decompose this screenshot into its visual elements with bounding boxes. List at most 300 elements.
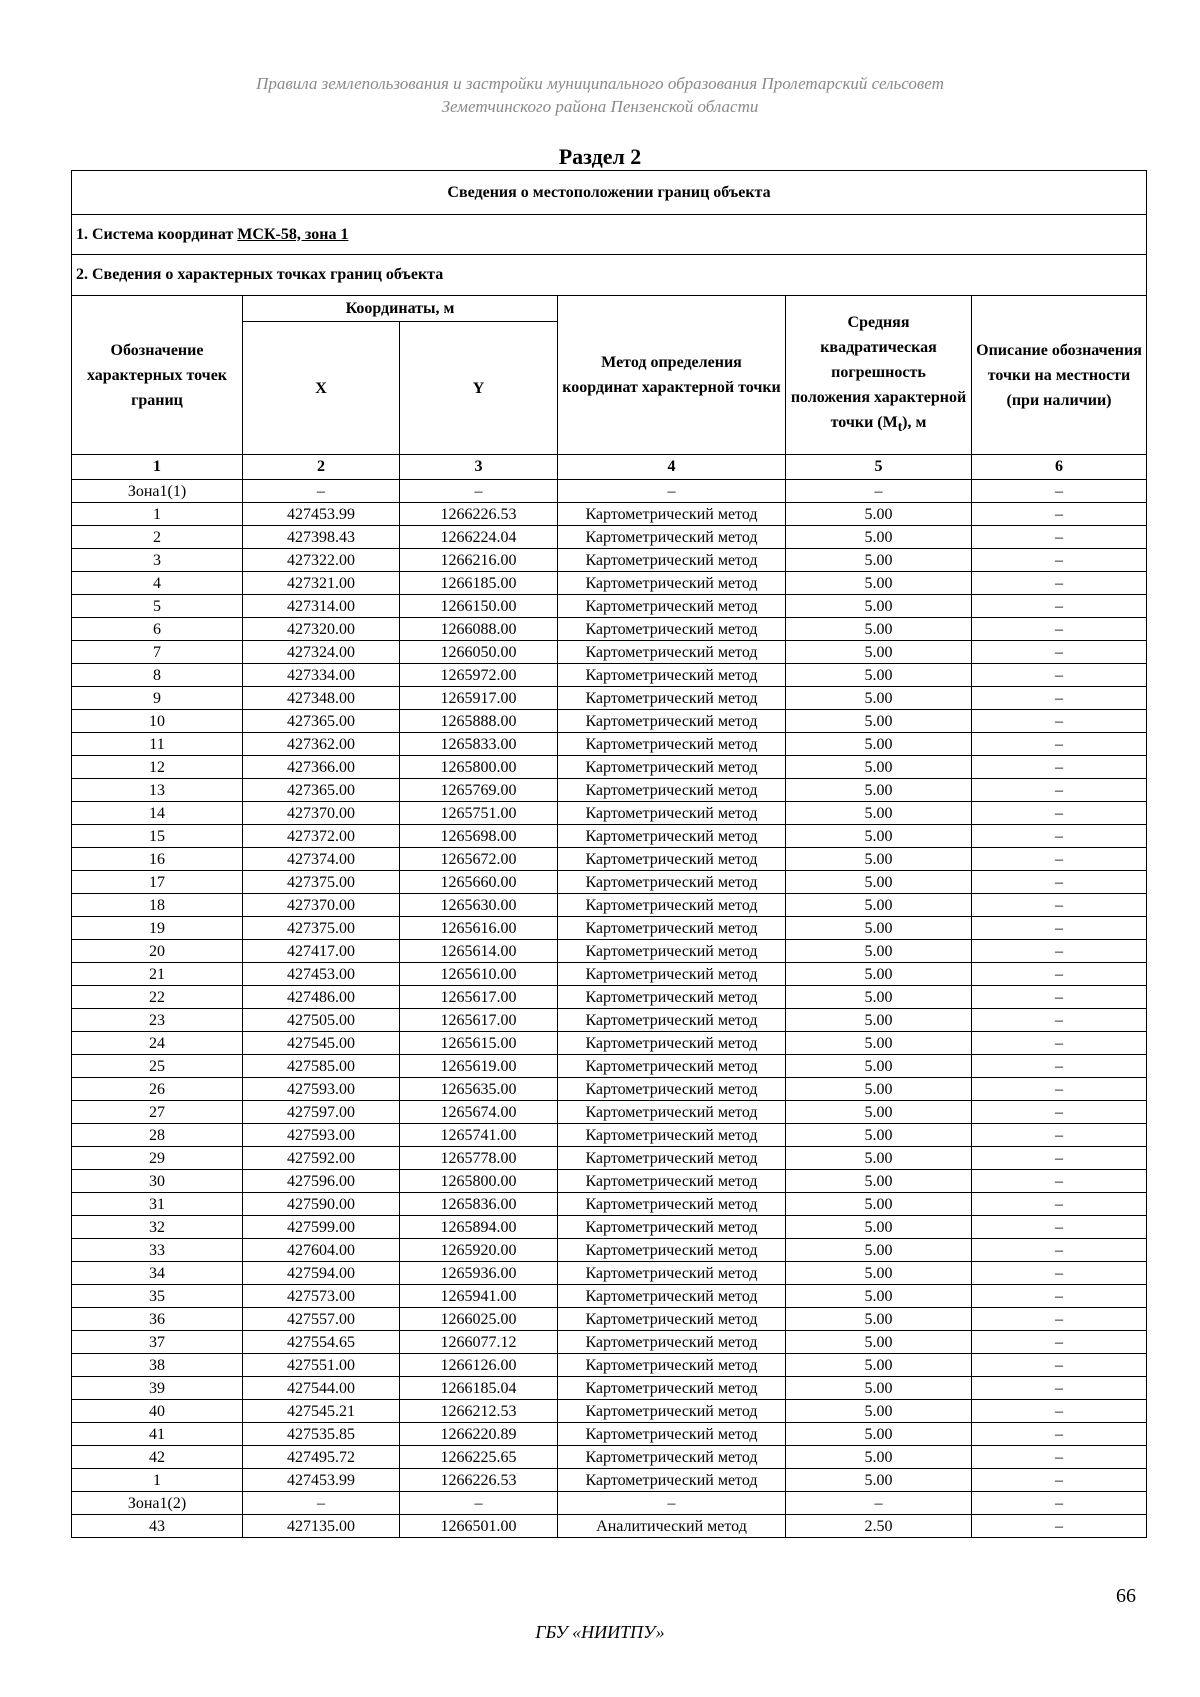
x-coordinate: 427554.65	[243, 1331, 400, 1354]
x-coordinate: –	[243, 1492, 400, 1515]
col-number: 4	[558, 455, 786, 480]
x-coordinate: 427545.21	[243, 1400, 400, 1423]
point-designation: 35	[72, 1285, 243, 1308]
y-coordinate: 1265616.00	[400, 917, 558, 940]
x-coordinate: 427596.00	[243, 1170, 400, 1193]
description-cell: –	[972, 894, 1147, 917]
point-designation: 11	[72, 733, 243, 756]
description-cell: –	[972, 503, 1147, 526]
method-cell: Картометрический метод	[558, 664, 786, 687]
description-cell: –	[972, 664, 1147, 687]
table-row	[72, 687, 1147, 710]
description-cell: –	[972, 756, 1147, 779]
error-cell: 5.00	[786, 1032, 972, 1055]
table-title: Сведения о местоположении границ объекта	[72, 171, 1147, 215]
method-cell: Картометрический метод	[558, 1055, 786, 1078]
method-cell: –	[558, 1492, 786, 1515]
point-designation: 24	[72, 1032, 243, 1055]
x-coordinate: 427398.43	[243, 526, 400, 549]
point-designation: 14	[72, 802, 243, 825]
method-cell: Картометрический метод	[558, 1423, 786, 1446]
table-row	[72, 503, 1147, 526]
col-number: 6	[972, 455, 1147, 480]
y-coordinate: 1265672.00	[400, 848, 558, 871]
y-coordinate: 1266224.04	[400, 526, 558, 549]
x-coordinate: 427365.00	[243, 710, 400, 733]
col-header-description: Описание обозначения точки на местности (при наличии)	[972, 296, 1147, 455]
x-coordinate: 427362.00	[243, 733, 400, 756]
description-cell: –	[972, 1216, 1147, 1239]
description-cell: –	[972, 687, 1147, 710]
x-coordinate: 427375.00	[243, 871, 400, 894]
method-cell: Картометрический метод	[558, 1331, 786, 1354]
error-cell: 5.00	[786, 526, 972, 549]
table-row	[72, 1377, 1147, 1400]
method-cell: Картометрический метод	[558, 1239, 786, 1262]
y-coordinate: 1265941.00	[400, 1285, 558, 1308]
error-cell: 5.00	[786, 917, 972, 940]
coord-system-value: МСК-58, зона 1	[237, 225, 349, 243]
table-row	[72, 1124, 1147, 1147]
x-coordinate: 427505.00	[243, 1009, 400, 1032]
y-coordinate: 1265836.00	[400, 1193, 558, 1216]
x-coordinate: 427375.00	[243, 917, 400, 940]
method-cell: Картометрический метод	[558, 710, 786, 733]
method-cell: Картометрический метод	[558, 1124, 786, 1147]
error-label-main: Средняя квадратическая погрешность положения характерной точки (M	[790, 314, 967, 432]
error-cell: 5.00	[786, 1170, 972, 1193]
error-cell: 5.00	[786, 1308, 972, 1331]
table-row	[72, 1262, 1147, 1285]
error-cell: 5.00	[786, 1078, 972, 1101]
col-number: 2	[243, 455, 400, 480]
method-cell: Картометрический метод	[558, 1032, 786, 1055]
method-cell: Картометрический метод	[558, 641, 786, 664]
table-row	[72, 572, 1147, 595]
table-row	[72, 1216, 1147, 1239]
table-row	[72, 480, 1147, 503]
table-row	[72, 1032, 1147, 1055]
point-designation: 36	[72, 1308, 243, 1331]
x-coordinate: 427573.00	[243, 1285, 400, 1308]
point-designation: 23	[72, 1009, 243, 1032]
y-coordinate: 1265619.00	[400, 1055, 558, 1078]
error-cell: 5.00	[786, 1009, 972, 1032]
description-cell: –	[972, 1377, 1147, 1400]
y-coordinate: 1265698.00	[400, 825, 558, 848]
method-cell: Картометрический метод	[558, 595, 786, 618]
x-coordinate: 427324.00	[243, 641, 400, 664]
y-coordinate: 1265778.00	[400, 1147, 558, 1170]
error-cell: 5.00	[786, 1423, 972, 1446]
point-designation: 20	[72, 940, 243, 963]
header-line-1: Правила землепользования и застройки муниципального образования Пролетарский сельсовет	[256, 74, 944, 93]
x-coordinate: 427535.85	[243, 1423, 400, 1446]
y-coordinate: 1266077.12	[400, 1331, 558, 1354]
error-cell: 5.00	[786, 1101, 972, 1124]
y-coordinate: 1265888.00	[400, 710, 558, 733]
table-row	[72, 1101, 1147, 1124]
point-designation: 4	[72, 572, 243, 595]
table-body	[72, 480, 1147, 1538]
y-coordinate: 1265833.00	[400, 733, 558, 756]
y-coordinate: 1265769.00	[400, 779, 558, 802]
y-coordinate: 1266050.00	[400, 641, 558, 664]
method-cell: Картометрический метод	[558, 756, 786, 779]
x-coordinate: 427372.00	[243, 825, 400, 848]
table-row	[72, 595, 1147, 618]
method-cell: Картометрический метод	[558, 986, 786, 1009]
point-designation: 18	[72, 894, 243, 917]
error-cell: 5.00	[786, 1446, 972, 1469]
point-designation: 28	[72, 1124, 243, 1147]
y-coordinate: 1265751.00	[400, 802, 558, 825]
page-number: 66	[1116, 1585, 1136, 1607]
point-designation: 25	[72, 1055, 243, 1078]
point-designation: 39	[72, 1377, 243, 1400]
error-cell: 5.00	[786, 1377, 972, 1400]
point-designation: 30	[72, 1170, 243, 1193]
coordinates-table	[71, 170, 1147, 1538]
point-designation: 27	[72, 1101, 243, 1124]
x-coordinate: 427453.99	[243, 503, 400, 526]
error-cell: 5.00	[786, 1285, 972, 1308]
point-designation: 42	[72, 1446, 243, 1469]
table-row	[72, 1193, 1147, 1216]
table-row	[72, 1239, 1147, 1262]
description-cell: –	[972, 1239, 1147, 1262]
error-cell: –	[786, 480, 972, 503]
table-row	[72, 894, 1147, 917]
method-cell: Картометрический метод	[558, 894, 786, 917]
y-coordinate: 1265610.00	[400, 963, 558, 986]
method-cell: Картометрический метод	[558, 848, 786, 871]
header-line-2: Земетчинского района Пензенской области	[441, 97, 759, 116]
method-cell: Картометрический метод	[558, 572, 786, 595]
x-coordinate: 427348.00	[243, 687, 400, 710]
point-designation: 10	[72, 710, 243, 733]
description-cell: –	[972, 1331, 1147, 1354]
x-coordinate: 427314.00	[243, 595, 400, 618]
point-designation: 1	[72, 1469, 243, 1492]
description-cell: –	[972, 917, 1147, 940]
x-coordinate: 427453.99	[243, 1469, 400, 1492]
y-coordinate: 1265936.00	[400, 1262, 558, 1285]
coord-system-prefix: 1. Система координат	[76, 225, 238, 243]
error-cell: 5.00	[786, 1469, 972, 1492]
y-coordinate: 1266501.00	[400, 1515, 558, 1538]
description-cell: –	[972, 1285, 1147, 1308]
description-cell: –	[972, 480, 1147, 503]
description-cell: –	[972, 848, 1147, 871]
x-coordinate: 427322.00	[243, 549, 400, 572]
table-row	[72, 1170, 1147, 1193]
footer-organization: ГБУ «НИИТПУ»	[535, 1622, 665, 1642]
x-coordinate: 427495.72	[243, 1446, 400, 1469]
table-row	[72, 1285, 1147, 1308]
description-cell: –	[972, 1423, 1147, 1446]
x-coordinate: 427592.00	[243, 1147, 400, 1170]
error-label-sub: t	[897, 419, 903, 435]
table-row	[72, 1331, 1147, 1354]
y-coordinate: 1266225.65	[400, 1446, 558, 1469]
x-coordinate: 427321.00	[243, 572, 400, 595]
error-cell: 5.00	[786, 1239, 972, 1262]
x-coordinate: 427334.00	[243, 664, 400, 687]
table-row	[72, 1469, 1147, 1492]
method-cell: Картометрический метод	[558, 1446, 786, 1469]
y-coordinate: 1266185.00	[400, 572, 558, 595]
error-cell: 5.00	[786, 894, 972, 917]
x-coordinate: 427370.00	[243, 894, 400, 917]
table-row	[72, 526, 1147, 549]
y-coordinate: 1265741.00	[400, 1124, 558, 1147]
description-cell: –	[972, 963, 1147, 986]
table-row	[72, 963, 1147, 986]
x-coordinate: 427417.00	[243, 940, 400, 963]
y-coordinate: 1266025.00	[400, 1308, 558, 1331]
description-cell: –	[972, 1032, 1147, 1055]
y-coordinate: 1266226.53	[400, 1469, 558, 1492]
table-row	[72, 1492, 1147, 1515]
y-coordinate: –	[400, 480, 558, 503]
description-cell: –	[972, 1308, 1147, 1331]
point-designation: 22	[72, 986, 243, 1009]
table-row	[72, 641, 1147, 664]
description-cell: –	[972, 1262, 1147, 1285]
point-designation: 34	[72, 1262, 243, 1285]
error-cell: 5.00	[786, 1147, 972, 1170]
point-designation: 40	[72, 1400, 243, 1423]
error-cell: 5.00	[786, 1354, 972, 1377]
point-designation: 31	[72, 1193, 243, 1216]
error-label-unit: ), м	[902, 414, 927, 432]
point-designation: 15	[72, 825, 243, 848]
table-row	[72, 1446, 1147, 1469]
y-coordinate: 1265920.00	[400, 1239, 558, 1262]
col-header-error	[786, 296, 972, 455]
error-cell: 5.00	[786, 1400, 972, 1423]
point-designation: 38	[72, 1354, 243, 1377]
error-cell: 5.00	[786, 595, 972, 618]
x-coordinate: 427453.00	[243, 963, 400, 986]
y-coordinate: 1265660.00	[400, 871, 558, 894]
method-cell: Картометрический метод	[558, 1308, 786, 1331]
x-coordinate: 427365.00	[243, 779, 400, 802]
description-cell: –	[972, 641, 1147, 664]
table-row	[72, 1423, 1147, 1446]
error-cell: 5.00	[786, 664, 972, 687]
method-cell: Картометрический метод	[558, 1469, 786, 1492]
point-designation: 9	[72, 687, 243, 710]
description-cell: –	[972, 618, 1147, 641]
point-designation: 1	[72, 503, 243, 526]
x-coordinate: 427486.00	[243, 986, 400, 1009]
point-designation: 3	[72, 549, 243, 572]
method-cell: Картометрический метод	[558, 1262, 786, 1285]
method-cell: Картометрический метод	[558, 1170, 786, 1193]
method-cell: Картометрический метод	[558, 940, 786, 963]
table-row	[72, 940, 1147, 963]
y-coordinate: 1265972.00	[400, 664, 558, 687]
points-title: 2. Сведения о характерных точках границ объекта	[72, 255, 1147, 296]
description-cell: –	[972, 1400, 1147, 1423]
y-coordinate: 1266212.53	[400, 1400, 558, 1423]
table-row	[72, 779, 1147, 802]
y-coordinate: 1265800.00	[400, 1170, 558, 1193]
y-coordinate: 1266216.00	[400, 549, 558, 572]
method-cell: Картометрический метод	[558, 1147, 786, 1170]
x-coordinate: 427370.00	[243, 802, 400, 825]
error-cell: 5.00	[786, 1055, 972, 1078]
description-cell: –	[972, 1492, 1147, 1515]
y-coordinate: 1266150.00	[400, 595, 558, 618]
y-coordinate: 1266220.89	[400, 1423, 558, 1446]
col-header-coords: Координаты, м	[243, 296, 558, 322]
method-cell: Картометрический метод	[558, 618, 786, 641]
method-cell: Картометрический метод	[558, 503, 786, 526]
y-coordinate: 1265630.00	[400, 894, 558, 917]
error-cell: 5.00	[786, 1216, 972, 1239]
x-coordinate: 427604.00	[243, 1239, 400, 1262]
y-coordinate: 1265617.00	[400, 1009, 558, 1032]
method-cell: Картометрический метод	[558, 1285, 786, 1308]
error-cell: 5.00	[786, 710, 972, 733]
table-row	[72, 549, 1147, 572]
y-coordinate: 1265800.00	[400, 756, 558, 779]
description-cell: –	[972, 710, 1147, 733]
error-cell: 5.00	[786, 848, 972, 871]
x-coordinate: 427593.00	[243, 1124, 400, 1147]
point-designation: 17	[72, 871, 243, 894]
method-cell: Картометрический метод	[558, 779, 786, 802]
method-cell: Картометрический метод	[558, 802, 786, 825]
error-cell: 5.00	[786, 733, 972, 756]
point-designation: 43	[72, 1515, 243, 1538]
description-cell: –	[972, 825, 1147, 848]
description-cell: –	[972, 1147, 1147, 1170]
error-cell: 5.00	[786, 940, 972, 963]
point-designation: 41	[72, 1423, 243, 1446]
description-cell: –	[972, 940, 1147, 963]
error-cell: 5.00	[786, 549, 972, 572]
y-coordinate: 1266226.53	[400, 503, 558, 526]
point-designation: 26	[72, 1078, 243, 1101]
method-cell: Картометрический метод	[558, 871, 786, 894]
error-cell: 5.00	[786, 687, 972, 710]
point-designation: 6	[72, 618, 243, 641]
table-row	[72, 1009, 1147, 1032]
section-title: Раздел 2	[558, 144, 642, 169]
method-cell: Картометрический метод	[558, 549, 786, 572]
error-cell: 5.00	[786, 1124, 972, 1147]
y-coordinate: 1265615.00	[400, 1032, 558, 1055]
description-cell: –	[972, 802, 1147, 825]
x-coordinate: 427366.00	[243, 756, 400, 779]
error-cell: 5.00	[786, 618, 972, 641]
description-cell: –	[972, 1078, 1147, 1101]
col-number: 5	[786, 455, 972, 480]
description-cell: –	[972, 595, 1147, 618]
point-designation: 29	[72, 1147, 243, 1170]
method-cell: Картометрический метод	[558, 1377, 786, 1400]
col-header-y: Y	[400, 322, 558, 455]
error-cell: 5.00	[786, 503, 972, 526]
point-designation: 5	[72, 595, 243, 618]
point-designation: 7	[72, 641, 243, 664]
column-numbers-row	[72, 455, 1147, 480]
col-number: 3	[400, 455, 558, 480]
description-cell: –	[972, 986, 1147, 1009]
point-designation: 2	[72, 526, 243, 549]
error-cell: 5.00	[786, 802, 972, 825]
point-designation: 19	[72, 917, 243, 940]
table-row	[72, 710, 1147, 733]
description-cell: –	[972, 549, 1147, 572]
y-coordinate: 1265674.00	[400, 1101, 558, 1124]
col-header-x: X	[243, 322, 400, 455]
point-designation: Зона1(1)	[72, 480, 243, 503]
point-designation: 16	[72, 848, 243, 871]
x-coordinate: 427597.00	[243, 1101, 400, 1124]
error-cell: 5.00	[786, 641, 972, 664]
table-row	[72, 871, 1147, 894]
table-row	[72, 1078, 1147, 1101]
table-row	[72, 1515, 1147, 1538]
method-cell: Картометрический метод	[558, 1009, 786, 1032]
table-row	[72, 802, 1147, 825]
description-cell: –	[972, 1009, 1147, 1032]
description-cell: –	[972, 1354, 1147, 1377]
method-cell: Картометрический метод	[558, 917, 786, 940]
y-coordinate: –	[400, 1492, 558, 1515]
y-coordinate: 1266185.04	[400, 1377, 558, 1400]
coord-system-row	[72, 215, 1147, 255]
x-coordinate: 427599.00	[243, 1216, 400, 1239]
table-row	[72, 618, 1147, 641]
point-designation: 12	[72, 756, 243, 779]
x-coordinate: 427545.00	[243, 1032, 400, 1055]
description-cell: –	[972, 1446, 1147, 1469]
point-designation: 32	[72, 1216, 243, 1239]
x-coordinate: –	[243, 480, 400, 503]
description-cell: –	[972, 733, 1147, 756]
point-designation: 37	[72, 1331, 243, 1354]
y-coordinate: 1266126.00	[400, 1354, 558, 1377]
table-row	[72, 1055, 1147, 1078]
document-header	[0, 72, 1200, 118]
table-row	[72, 986, 1147, 1009]
description-cell: –	[972, 1055, 1147, 1078]
col-header-designation: Обозначение характерных точек границ	[72, 296, 243, 455]
error-cell: 5.00	[786, 1193, 972, 1216]
description-cell: –	[972, 1124, 1147, 1147]
table-row	[72, 1147, 1147, 1170]
y-coordinate: 1265917.00	[400, 687, 558, 710]
y-coordinate: 1265635.00	[400, 1078, 558, 1101]
method-cell: Картометрический метод	[558, 1101, 786, 1124]
description-cell: –	[972, 526, 1147, 549]
description-cell: –	[972, 779, 1147, 802]
x-coordinate: 427551.00	[243, 1354, 400, 1377]
col-number: 1	[72, 455, 243, 480]
table-row	[72, 1354, 1147, 1377]
description-cell: –	[972, 1193, 1147, 1216]
table-row	[72, 664, 1147, 687]
table-row	[72, 1308, 1147, 1331]
method-cell: Картометрический метод	[558, 963, 786, 986]
description-cell: –	[972, 1469, 1147, 1492]
